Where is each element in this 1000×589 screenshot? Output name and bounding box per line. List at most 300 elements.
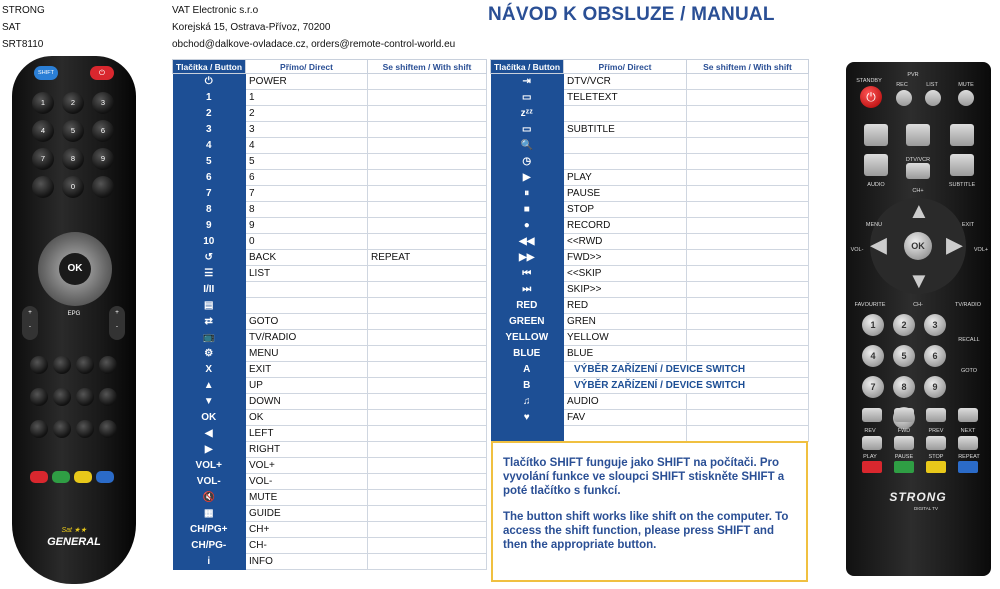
shift-cell <box>368 202 487 218</box>
table-row <box>491 234 809 250</box>
epg-label: EPG <box>67 311 81 317</box>
number-key: 4 <box>862 345 884 367</box>
epg-button <box>864 124 888 146</box>
button-cell: YELLOW <box>491 330 564 346</box>
button-cell: ⏭ <box>491 282 564 298</box>
menu-label: MENU <box>865 222 883 228</box>
direct-cell: CH+ <box>246 522 368 538</box>
volplus-label: VOL+ <box>973 247 989 253</box>
standby-label: STANDBY <box>856 78 882 84</box>
table-row <box>491 250 809 266</box>
button-cell: 4 <box>173 138 246 154</box>
table-row <box>173 138 487 154</box>
direct-cell: VOL- <box>246 474 368 490</box>
left-arrow-icon: ◀ <box>870 232 887 257</box>
button-cell: 5 <box>173 154 246 170</box>
rec-label: REC <box>896 82 908 88</box>
direct-cell: INFO <box>246 554 368 570</box>
shift-cell <box>687 314 809 330</box>
prev-label: PREV <box>928 428 944 434</box>
button-cell: CH/PG+ <box>173 522 246 538</box>
direct-cell: YELLOW <box>564 330 687 346</box>
number-key: 7 <box>32 148 54 170</box>
shift-cell <box>368 410 487 426</box>
button-cell: 3 <box>173 122 246 138</box>
direct-cell: POWER <box>246 74 368 90</box>
button-cell: 🔇 <box>173 490 246 506</box>
direct-cell: BACK <box>246 250 368 266</box>
table-row <box>491 154 809 170</box>
table-row <box>173 170 487 186</box>
number-key: 3 <box>924 314 946 336</box>
shift-cell <box>368 442 487 458</box>
direct-cell: UP <box>246 378 368 394</box>
button-cell: ⇄ <box>173 314 246 330</box>
yellow-button <box>74 471 92 483</box>
audio-label: AUDIO <box>867 182 885 188</box>
direct-cell: 1 <box>246 90 368 106</box>
table-row <box>491 186 809 202</box>
table-row <box>173 298 487 314</box>
transport-key <box>894 436 914 450</box>
direct-cell: 5 <box>246 154 368 170</box>
button-cell: ● <box>491 218 564 234</box>
blue-button <box>958 461 978 473</box>
shift-cell <box>687 394 809 410</box>
left-button-table <box>172 59 487 570</box>
strong-remote-image <box>846 62 991 576</box>
model-label: SRT8110 <box>2 39 44 50</box>
page-title: NÁVOD K OBSLUZE / MANUAL <box>488 4 775 25</box>
strong-logo: STRONG <box>889 490 947 504</box>
table-row <box>491 74 809 90</box>
tvradio-label: TV/RADIO <box>955 302 981 308</box>
direct-cell: 9 <box>246 218 368 234</box>
shift-cell <box>368 362 487 378</box>
dtv-left-button <box>864 154 888 176</box>
strong-logo-sub: DIGITAL TV <box>914 506 938 511</box>
button-cell: ▶ <box>491 170 564 186</box>
brand-label: STRONG <box>2 5 45 16</box>
function-key <box>76 388 94 406</box>
button-cell: ▶▶ <box>491 250 564 266</box>
shift-cell: REPEAT <box>368 250 487 266</box>
transport-key <box>958 436 978 450</box>
shift-cell <box>687 90 809 106</box>
button-cell: ↺ <box>173 250 246 266</box>
button-cell: RED <box>491 298 564 314</box>
button-cell: VOL+ <box>173 458 246 474</box>
button-cell: CH/PG- <box>173 538 246 554</box>
direct-cell: VÝBĚR ZAŘÍZENÍ / DEVICE SWITCH <box>564 378 809 394</box>
direct-cell: GREN <box>564 314 687 330</box>
subtitle-button <box>950 154 974 176</box>
table-row <box>173 218 487 234</box>
shift-cell <box>368 154 487 170</box>
shift-cell <box>368 346 487 362</box>
shift-cell <box>687 426 809 442</box>
shift-cell <box>368 282 487 298</box>
table-row <box>173 250 487 266</box>
button-cell: A <box>491 362 564 378</box>
col-header-direct: Přímo/ Direct <box>246 60 368 74</box>
table-row <box>173 186 487 202</box>
function-key <box>76 420 94 438</box>
shift-cell <box>368 522 487 538</box>
button-cell: ▭ <box>491 122 564 138</box>
direct-cell: CH- <box>246 538 368 554</box>
shift-cell <box>687 154 809 170</box>
button-cell: OK <box>173 410 246 426</box>
direct-cell: BLUE <box>564 346 687 362</box>
shift-cell <box>368 506 487 522</box>
shift-cell <box>687 330 809 346</box>
button-cell: ⏸ <box>491 186 564 202</box>
function-key <box>30 356 48 374</box>
table-row <box>173 426 487 442</box>
table-row <box>173 202 487 218</box>
shift-cell <box>687 74 809 90</box>
button-cell: ☰ <box>173 266 246 282</box>
direct-cell: LIST <box>246 266 368 282</box>
mute-label: MUTE <box>958 82 974 88</box>
direct-cell: STOP <box>564 202 687 218</box>
direct-cell: <<SKIP <box>564 266 687 282</box>
table-row <box>173 474 487 490</box>
power-icon: ⏻ <box>90 66 114 80</box>
shift-cell <box>368 138 487 154</box>
shift-cell <box>687 122 809 138</box>
button-cell: GREEN <box>491 314 564 330</box>
dtv-button <box>906 163 930 179</box>
col-header-shift: Se shiftem / With shift <box>368 60 487 74</box>
chminus-label: CH- <box>913 302 923 308</box>
shift-cell <box>687 266 809 282</box>
number-key: 1 <box>862 314 884 336</box>
direct-cell: 7 <box>246 186 368 202</box>
table-row <box>491 170 809 186</box>
chplus-label: CH+ <box>912 188 924 194</box>
shift-cell <box>368 266 487 282</box>
shift-cell <box>687 250 809 266</box>
shift-cell <box>368 474 487 490</box>
direct-cell: MENU <box>246 346 368 362</box>
button-cell: 🔍 <box>491 138 564 154</box>
shift-cell <box>687 170 809 186</box>
rec-button <box>896 90 912 106</box>
direct-cell <box>246 282 368 298</box>
direct-cell: FAV <box>564 410 687 426</box>
up-arrow-icon: ▲ <box>908 198 930 223</box>
list-button <box>925 90 941 106</box>
function-key <box>30 420 48 438</box>
green-button <box>52 471 70 483</box>
table-row <box>491 90 809 106</box>
number-key: 3 <box>92 92 114 114</box>
table-row <box>491 106 809 122</box>
direct-cell <box>246 298 368 314</box>
button-cell: I/II <box>173 282 246 298</box>
fwd-label: FWD <box>897 428 911 434</box>
direct-cell: VOL+ <box>246 458 368 474</box>
shift-cell <box>368 314 487 330</box>
shift-cell <box>368 122 487 138</box>
table-row <box>173 442 487 458</box>
number-key <box>32 176 54 198</box>
shift-cell <box>687 106 809 122</box>
direct-cell: EXIT <box>246 362 368 378</box>
table-row <box>173 90 487 106</box>
table-row <box>173 330 487 346</box>
shift-cell <box>368 218 487 234</box>
table-row <box>491 378 809 394</box>
exit-label: EXIT <box>961 222 975 228</box>
rev-label: REV <box>864 428 876 434</box>
table-row <box>173 490 487 506</box>
button-cell: zᶻᶻ <box>491 106 564 122</box>
subtitle-label: SUBTITLE <box>948 182 976 188</box>
shift-cell <box>687 218 809 234</box>
right-button-table <box>490 59 809 442</box>
shift-cell <box>368 538 487 554</box>
shift-cell <box>687 234 809 250</box>
function-key <box>53 420 71 438</box>
button-cell: ▼ <box>173 394 246 410</box>
direct-cell: TELETEXT <box>564 90 687 106</box>
shift-cell <box>368 426 487 442</box>
ok-button: OK <box>59 253 91 285</box>
pvr-label: PVR <box>907 72 919 78</box>
red-button <box>862 461 882 473</box>
function-key <box>30 388 48 406</box>
dtv-label: DTV/VCR <box>905 157 931 163</box>
direct-cell: 8 <box>246 202 368 218</box>
shift-cell <box>368 298 487 314</box>
ttx-button <box>950 124 974 146</box>
shift-cell <box>368 330 487 346</box>
shift-cell <box>368 458 487 474</box>
function-key <box>99 356 117 374</box>
button-cell: 7 <box>173 186 246 202</box>
table-row <box>173 538 487 554</box>
table-row <box>173 122 487 138</box>
green-button <box>894 461 914 473</box>
table-row <box>173 154 487 170</box>
shift-cell <box>687 202 809 218</box>
button-cell: ▲ <box>173 378 246 394</box>
button-cell: VOL- <box>173 474 246 490</box>
button-cell: ▭ <box>491 90 564 106</box>
shift-button: SHIFT <box>34 66 58 80</box>
ch-rocker: + - <box>109 306 125 340</box>
function-key <box>76 356 94 374</box>
direct-cell: PLAY <box>564 170 687 186</box>
number-key: 9 <box>92 148 114 170</box>
direct-cell: <<RWD <box>564 234 687 250</box>
number-key: 8 <box>893 376 915 398</box>
number-key: 2 <box>893 314 915 336</box>
stop-label: STOP <box>928 454 944 460</box>
transport-key <box>862 436 882 450</box>
shift-cell <box>687 138 809 154</box>
table-row <box>173 234 487 250</box>
direct-cell <box>564 106 687 122</box>
number-key: 2 <box>62 92 84 114</box>
function-key <box>53 356 71 374</box>
transport-key <box>958 408 978 422</box>
next-label: NEXT <box>960 428 976 434</box>
general-remote-image <box>12 56 136 584</box>
transport-key <box>894 408 914 422</box>
shift-cell <box>687 410 809 426</box>
table-row <box>173 458 487 474</box>
button-cell: ⏻ <box>173 74 246 90</box>
company-contact: obchod@dalkove-ovladace.cz, orders@remote-control-world.eu <box>172 39 456 50</box>
button-cell: BLUE <box>491 346 564 362</box>
table-row <box>491 122 809 138</box>
table-row <box>173 554 487 570</box>
direct-cell: VÝBĚR ZAŘÍZENÍ / DEVICE SWITCH <box>564 362 809 378</box>
number-key: 0 <box>62 176 84 198</box>
shift-cell <box>368 378 487 394</box>
table-row <box>173 506 487 522</box>
transport-key <box>926 436 946 450</box>
shift-cell <box>687 282 809 298</box>
table-row <box>491 426 809 442</box>
button-cell: 1 <box>173 90 246 106</box>
direct-cell: MUTE <box>246 490 368 506</box>
table-row <box>173 346 487 362</box>
button-cell: B <box>491 378 564 394</box>
number-key: 4 <box>32 120 54 142</box>
direct-cell: 3 <box>246 122 368 138</box>
number-key: 5 <box>893 345 915 367</box>
list-label: LIST <box>926 82 938 88</box>
table-row <box>173 394 487 410</box>
table-row <box>491 362 809 378</box>
direct-cell: DOWN <box>246 394 368 410</box>
button-cell: ⚙ <box>173 346 246 362</box>
play-label: PLAY <box>863 454 877 460</box>
yellow-button <box>926 461 946 473</box>
volminus-label: VOL- <box>850 247 864 253</box>
number-key: 5 <box>62 120 84 142</box>
down-arrow-icon: ▼ <box>908 268 930 293</box>
table-row <box>491 298 809 314</box>
shift-note <box>491 441 808 582</box>
table-row <box>491 314 809 330</box>
table-row <box>491 282 809 298</box>
shift-cell <box>368 170 487 186</box>
table-row <box>491 266 809 282</box>
button-cell: ▶ <box>173 442 246 458</box>
transport-key <box>926 408 946 422</box>
direct-cell <box>564 138 687 154</box>
blue-button <box>96 471 114 483</box>
direct-cell: DTV/VCR <box>564 74 687 90</box>
shift-cell <box>687 298 809 314</box>
button-cell: ♫ <box>491 394 564 410</box>
number-key: 6 <box>924 345 946 367</box>
shift-note-cz: Tlačítko SHIFT funguje jako SHIFT na počítači. Pro vyvolání funkce ve sloupci SHIFT stiskněte SHIFT a poté tlačítko s funkcí. <box>503 457 785 497</box>
favourite-label: FAVOURITE <box>854 302 886 308</box>
shift-cell <box>368 234 487 250</box>
col-header-button: Tlačítka / Button <box>173 60 246 74</box>
direct-cell <box>564 154 687 170</box>
table-row <box>491 346 809 362</box>
shift-cell <box>687 346 809 362</box>
table-row <box>173 362 487 378</box>
table-row <box>491 330 809 346</box>
recall-label: RECALL <box>958 337 980 343</box>
company-name: VAT Electronic s.r.o <box>172 5 259 16</box>
shift-cell <box>368 90 487 106</box>
table-row <box>173 106 487 122</box>
table-row <box>491 394 809 410</box>
direct-cell: 6 <box>246 170 368 186</box>
direct-cell: 2 <box>246 106 368 122</box>
table-row <box>173 282 487 298</box>
table-row <box>173 74 487 90</box>
table-row <box>173 410 487 426</box>
direct-cell: TV/RADIO <box>246 330 368 346</box>
number-key: 1 <box>32 92 54 114</box>
number-key: 8 <box>62 148 84 170</box>
button-cell: ♥ <box>491 410 564 426</box>
shift-cell <box>368 106 487 122</box>
direct-cell: 0 <box>246 234 368 250</box>
table-row <box>173 314 487 330</box>
button-cell: ⇥ <box>491 74 564 90</box>
info-button <box>906 124 930 146</box>
button-cell: 10 <box>173 234 246 250</box>
goto-label: GOTO <box>960 368 978 374</box>
button-cell: 9 <box>173 218 246 234</box>
table-row <box>491 138 809 154</box>
direct-cell: PAUSE <box>564 186 687 202</box>
button-cell: 📺 <box>173 330 246 346</box>
type-label: SAT <box>2 22 21 33</box>
col-header-shift: Se shiftem / With shift <box>687 60 809 74</box>
button-cell: ◀◀ <box>491 234 564 250</box>
button-cell: i <box>173 554 246 570</box>
function-key <box>99 420 117 438</box>
shift-cell <box>368 394 487 410</box>
table-row <box>491 202 809 218</box>
number-key: 6 <box>92 120 114 142</box>
number-key: 9 <box>924 376 946 398</box>
vol-rocker: + - <box>22 306 38 340</box>
function-key <box>99 388 117 406</box>
shift-cell <box>368 186 487 202</box>
direct-cell: SUBTITLE <box>564 122 687 138</box>
table-row <box>173 378 487 394</box>
table-row <box>491 410 809 426</box>
number-key <box>92 176 114 198</box>
button-cell: 6 <box>173 170 246 186</box>
ok-button: OK <box>904 232 932 260</box>
direct-cell: RECORD <box>564 218 687 234</box>
col-header-direct: Přímo/ Direct <box>564 60 687 74</box>
mute-button <box>958 90 974 106</box>
shift-cell <box>368 74 487 90</box>
shift-cell <box>687 186 809 202</box>
pause-label: PAUSE <box>894 454 914 460</box>
repeat-label: REPEAT <box>958 454 980 460</box>
direct-cell: GUIDE <box>246 506 368 522</box>
direct-cell: 4 <box>246 138 368 154</box>
shift-cell <box>368 490 487 506</box>
